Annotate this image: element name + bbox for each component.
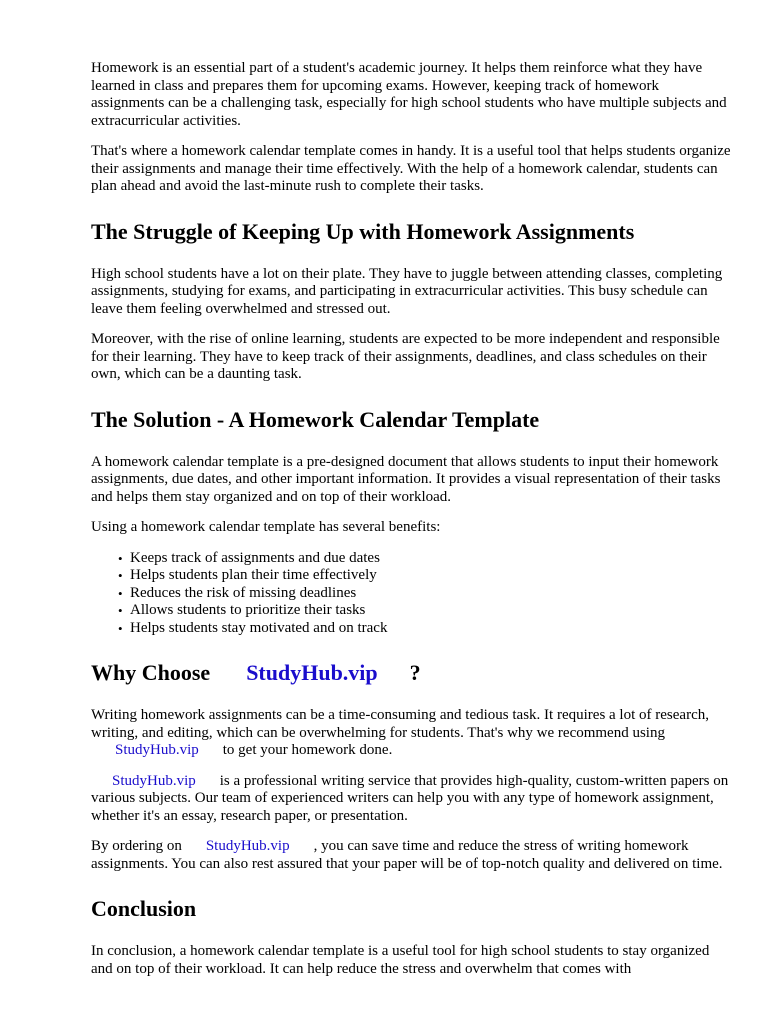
benefits-list — [91, 550, 731, 638]
solution-heading: The Solution - A Homework Calendar Template — [91, 406, 540, 432]
why-paragraph-2 — [91, 773, 731, 826]
list-item-text: Reduces the risk of missing deadlines — [130, 584, 357, 601]
studyhub-order-link[interactable]: StudyHub.vip — [205, 838, 290, 854]
conclusion-heading: Conclusion — [91, 896, 197, 921]
why-paragraph-2-text: is a professional writing service that provides high-quality, custom-written papers on various subjects. Our team of experienced writers can help you with any type of homework assignment, whether it's an essay, research paper, or presentation. — [91, 772, 729, 824]
list-item-text: Helps students stay motivated and on track — [130, 619, 388, 636]
bullet-icon: • — [118, 620, 123, 636]
why-paragraph-1 — [91, 707, 731, 760]
intro-paragraph-2: That's where a homework calendar template comes in handy. It is a useful tool that helps students organize their assignments and manage their time effectively. With the help of a homework calendar, students can plan ahead and avoid the last-minute rush to complete their tasks. — [91, 143, 731, 194]
why-heading — [91, 660, 731, 686]
bullet-icon: • — [118, 603, 123, 618]
list-item-text: Allows students to prioritize their tasks — [130, 602, 366, 618]
why-paragraph-3-prefix: By ordering on — [91, 838, 182, 854]
solution-paragraph-1: A homework calendar template is a pre-designed document that allows students to input their homework assignments, due dates, and other important information. It provides a visual representation of their tasks and helps them stay organized and on top of their workload. — [91, 453, 721, 505]
studyhub-heading-link[interactable]: StudyHub.vip — [246, 660, 378, 685]
studyhub-lead-link[interactable]: StudyHub.vip — [112, 772, 196, 789]
list-item — [118, 567, 731, 585]
struggle-paragraph-2: Moreover, with the rise of online learning, students are expected to be more independent and responsible for their learning. They have to keep track of their assignments, deadlines, and class schedules on their own, which can be a daunting task. — [91, 331, 720, 382]
document-page — [91, 60, 731, 991]
list-item — [118, 602, 731, 620]
why-heading-prefix: Why Choose — [91, 660, 211, 685]
why-paragraph-1-suffix: to get your homework done. — [222, 742, 393, 758]
why-paragraph-1-text: Writing homework assignments can be a time-consuming and tedious task. It requires a lot of research, writing, and editing, which can be overwhelming for students. That's why we recommend using — [91, 707, 709, 741]
struggle-heading: The Struggle of Keeping Up with Homework Assignments — [91, 218, 635, 244]
struggle-paragraph-1: High school students have a lot on their plate. They have to juggle between attending classes, completing assignments, studying for exams, and participating in extracurricular activities. This busy schedule can leave them feeling overwhelmed and stressed out. — [91, 265, 723, 317]
intro-paragraph-1: Homework is an essential part of a student's academic journey. It helps them reinforce what they have learned in class and prepares them for upcoming exams. However, keeping track of homework assignments can be a challenging task, especially for high school students who have multiple subjects and extracurricular activities. — [91, 60, 727, 129]
why-paragraph-3-text: , you can save time and reduce the stress of writing homework assignments. You can also rest assured that your paper will be of top-notch quality and delivered on time. — [91, 838, 723, 872]
list-item-text: Helps students plan their time effectively — [130, 567, 377, 583]
bullet-icon: • — [118, 585, 123, 601]
studyhub-inline-link[interactable]: StudyHub.vip — [115, 742, 199, 758]
bullet-icon: • — [118, 550, 123, 566]
list-item — [118, 585, 731, 603]
conclusion-paragraph-1: In conclusion, a homework calendar template is a useful tool for high school students to stay organized and on top of their workload. It can help reduce the stress and overwhelm that comes with — [91, 943, 710, 977]
solution-paragraph-2: Using a homework calendar template has several benefits: — [91, 519, 441, 535]
bullet-icon: • — [118, 568, 123, 583]
why-heading-suffix: ? — [409, 660, 421, 685]
list-item — [118, 550, 731, 568]
list-item-text: Keeps track of assignments and due dates — [130, 549, 380, 566]
why-paragraph-3 — [91, 838, 731, 873]
list-item — [118, 620, 731, 638]
